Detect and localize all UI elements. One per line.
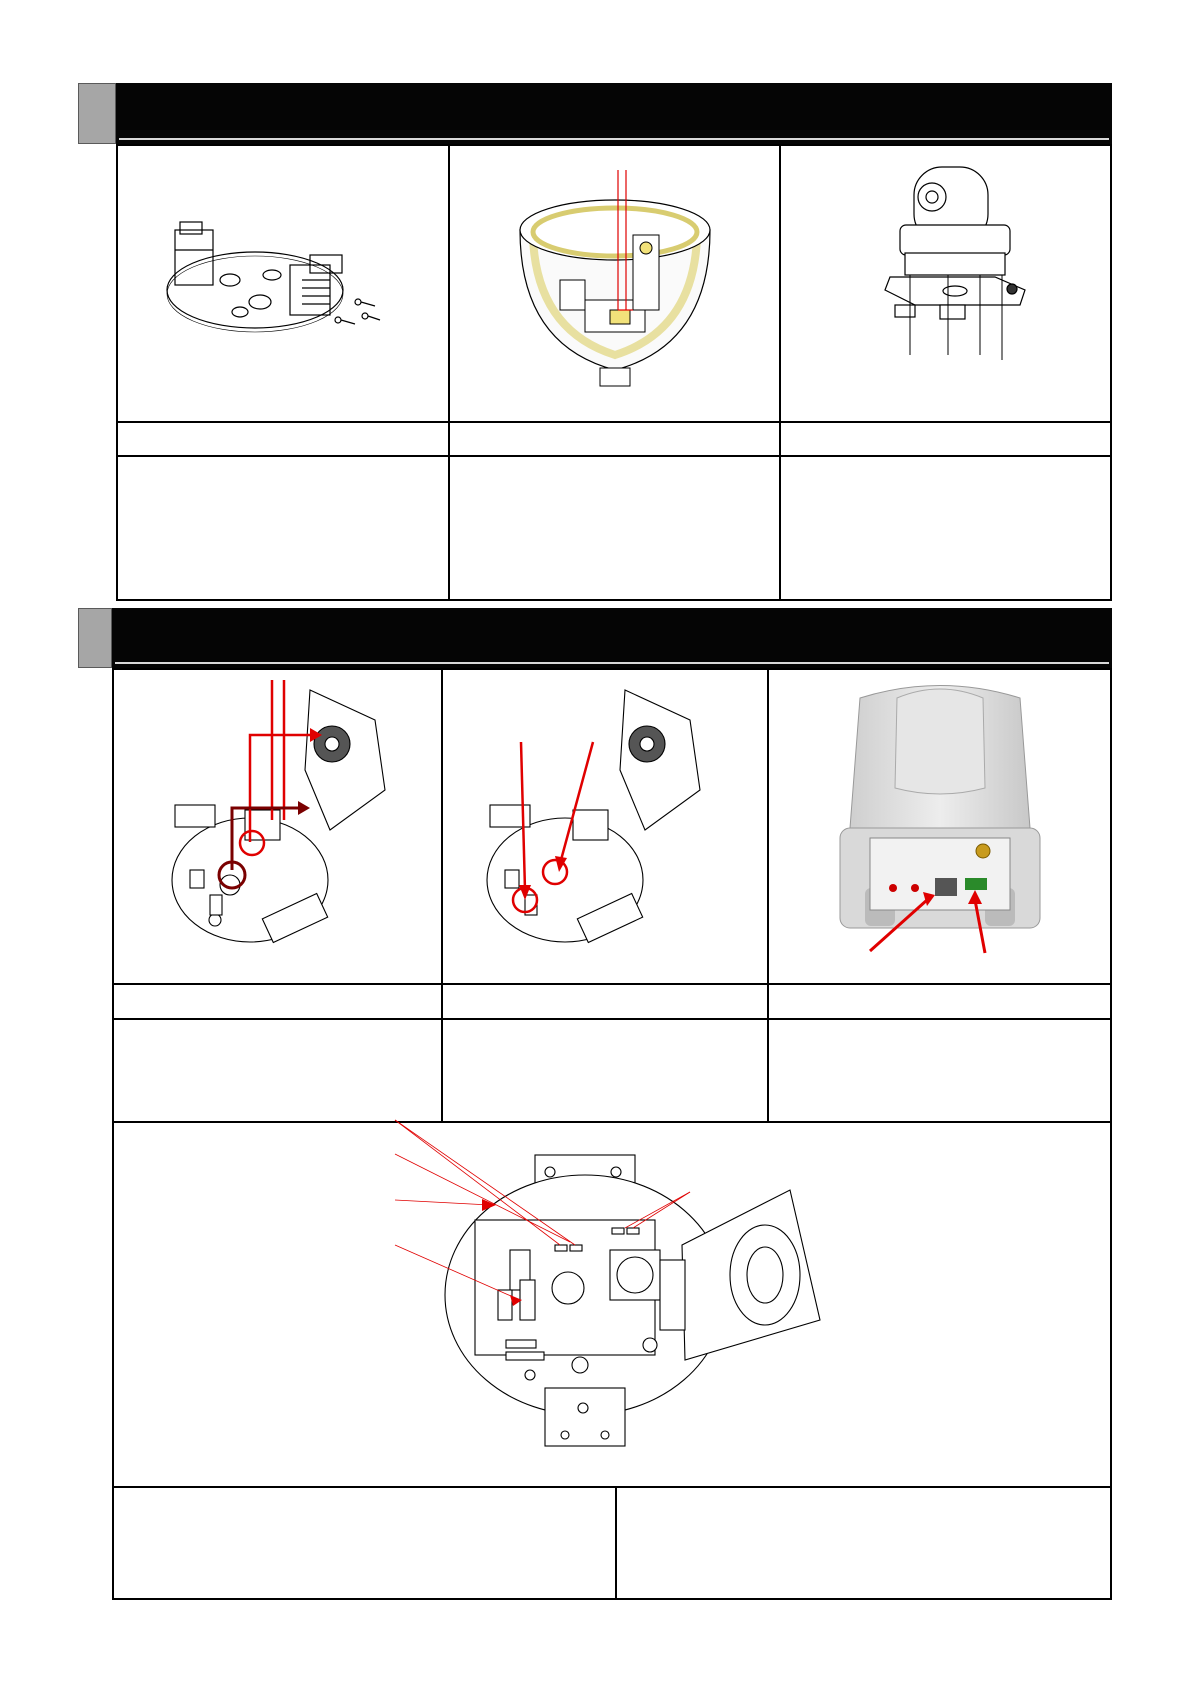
section1-tab xyxy=(78,83,116,144)
board-arrows-illustration-1 xyxy=(170,680,410,970)
section2-desc-1 xyxy=(114,1020,441,1032)
connector-board-diagram xyxy=(420,1150,830,1450)
section1-desc-1 xyxy=(118,457,448,469)
section2-header-bar xyxy=(112,608,1112,668)
section2-desc-2 xyxy=(443,1020,767,1032)
camera-rear-panel-illustration xyxy=(835,688,1045,958)
section1-header-bar xyxy=(116,83,1112,144)
section2-desc-3 xyxy=(769,1020,1112,1032)
section1-caption-2 xyxy=(450,422,779,430)
section1-caption-1 xyxy=(118,422,448,430)
dome-housing-illustration xyxy=(515,170,715,410)
section1-desc-3 xyxy=(781,457,1111,469)
section2-tab xyxy=(78,608,112,668)
mount-plate-illustration xyxy=(160,220,400,360)
board-arrows-illustration-2 xyxy=(485,680,720,970)
section2-bottom-desc-1 xyxy=(114,1488,615,1500)
section2-caption-2 xyxy=(443,984,767,992)
section2-bottom-desc-2 xyxy=(617,1488,1112,1500)
section1-desc-2 xyxy=(450,457,779,469)
section1-caption-3 xyxy=(781,422,1111,430)
ptz-camera-on-plate-illustration xyxy=(880,165,1030,395)
section2-caption-3 xyxy=(769,984,1112,992)
section2-caption-1 xyxy=(114,984,441,992)
